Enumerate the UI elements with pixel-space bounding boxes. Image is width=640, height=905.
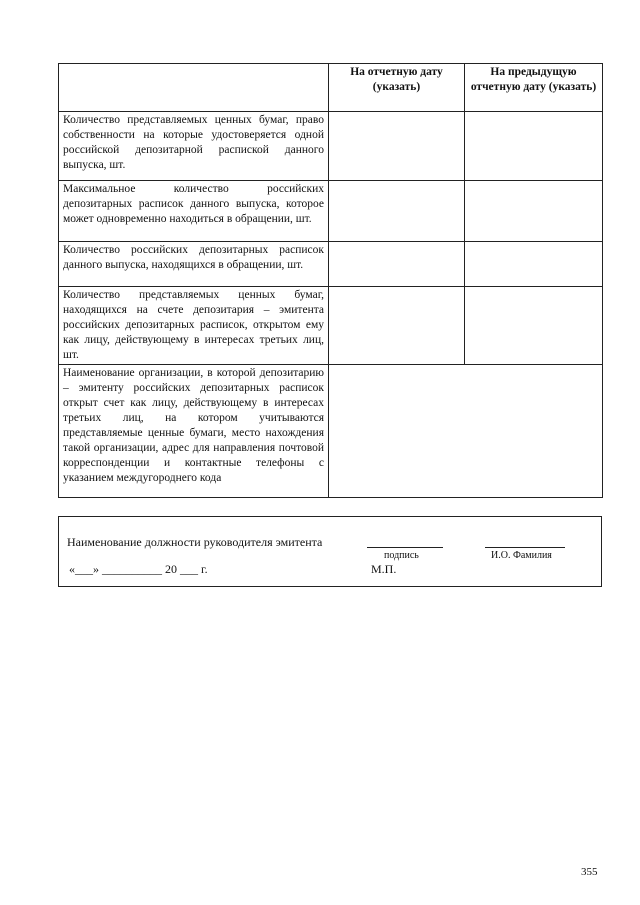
header-previous-date: На предыдущую отчетную дату (указать) (465, 64, 603, 112)
table-row (59, 365, 603, 498)
page-number: 355 (581, 866, 598, 878)
row-label: Количество представляемых ценных бумаг, право собственности на которые удостоверяется одной российской депозитарной распиской данного выпуска, шт. (59, 112, 329, 181)
stamp-place-label: М.П. (371, 562, 397, 576)
value-cell-current (329, 112, 465, 181)
row-label: Количество российских депозитарных расписок данного выпуска, находящихся в обращении, шт. (59, 242, 329, 287)
signature-caption: подпись (384, 550, 419, 561)
value-cell-merged (329, 365, 603, 498)
name-line (485, 547, 565, 548)
row-label: Максимальное количество российских депозитарных расписок данного выпуска, которое может одновременно находиться в обращении, шт. (59, 181, 329, 242)
signature-block (58, 516, 602, 587)
depositary-receipts-table (58, 63, 603, 498)
date-line: «___» __________ 20 ___ г. (69, 562, 208, 576)
row-label: Наименование организации, в которой депозитарию – эмитенту российских депозитарных расписок открыт счет как лицу, действующему в интересах третьих лиц, на котором учитываются представляемые ценные бумаги, место нахождения такой организации, адрес для направления почтовой корреспонденции и контактные телефоны с указанием междугороднего кода (59, 365, 329, 498)
table-row (59, 112, 603, 181)
value-cell-previous (465, 112, 603, 181)
value-cell-current (329, 181, 465, 242)
table-row (59, 287, 603, 365)
value-cell-current (329, 287, 465, 365)
header-reporting-date: На отчетную дату (указать) (329, 64, 465, 112)
table-row (59, 181, 603, 242)
name-caption: И.О. Фамилия (491, 550, 552, 561)
value-cell-current (329, 242, 465, 287)
value-cell-previous (465, 181, 603, 242)
signature-line (367, 547, 443, 548)
header-empty-cell (59, 64, 329, 112)
manager-position-label: Наименование должности руководителя эмитента (67, 535, 323, 549)
table-row (59, 242, 603, 287)
table-header-row (59, 64, 603, 112)
value-cell-previous (465, 242, 603, 287)
row-label: Количество представляемых ценных бумаг, находящихся на счете депозитария – эмитента российских депозитарных расписок, открытом ему как лицу, действующему в интересах третьих лиц, шт. (59, 287, 329, 365)
value-cell-previous (465, 287, 603, 365)
